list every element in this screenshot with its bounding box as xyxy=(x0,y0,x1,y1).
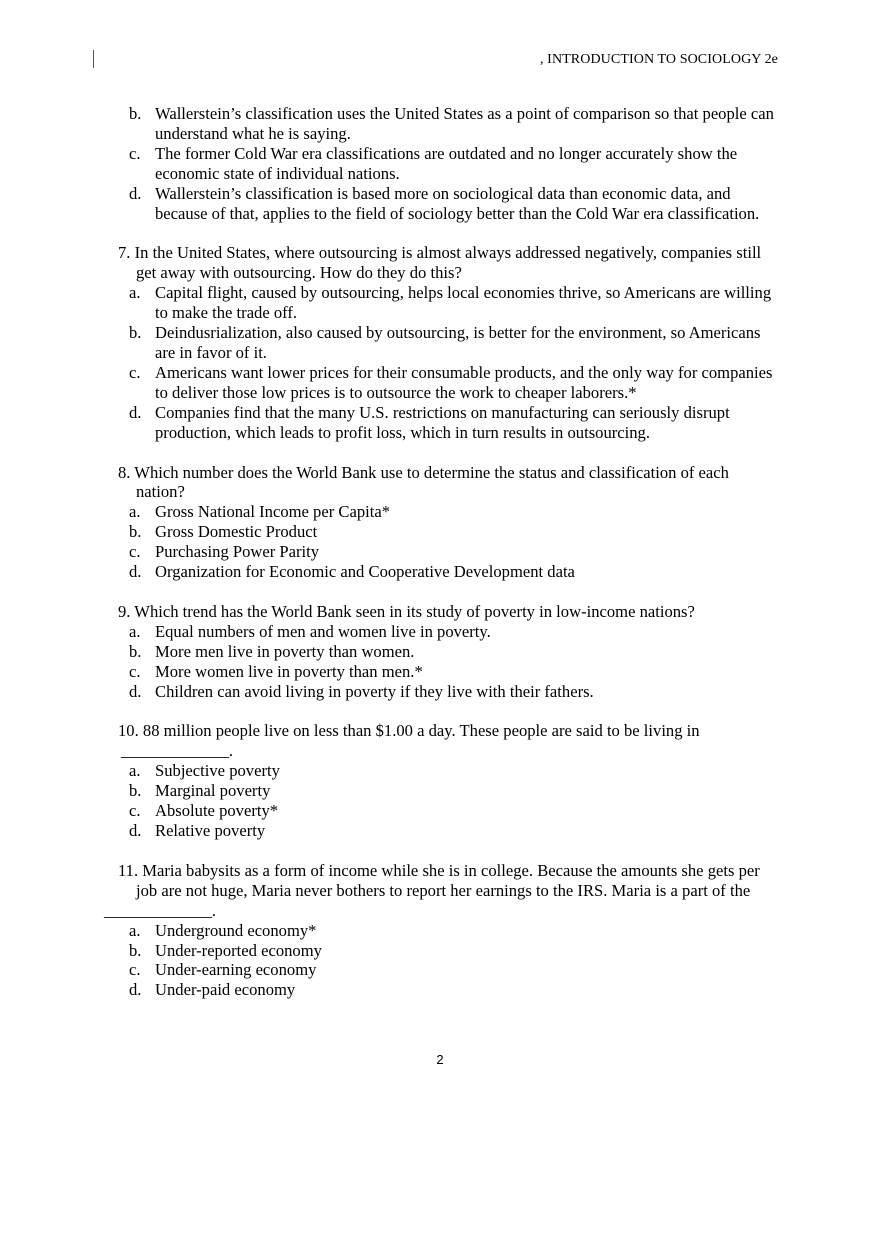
option-a: a. Subjective poverty xyxy=(129,761,280,781)
question-stem: 10. 88 million people live on less than $1.00 a day. These people are said to be living in xyxy=(118,721,700,741)
answer-blank: _____________. xyxy=(104,900,217,920)
option-b: b. Gross Domestic Product xyxy=(129,522,318,542)
option-d: d. Companies find that the many U.S. restrictions on manufacturing can seriously disrupt production, which leads to profit loss, which in turn results in outsourcing. xyxy=(129,402,730,442)
option-d: d. Under-paid economy xyxy=(129,980,296,1000)
page-content xyxy=(104,104,783,1000)
option-c: c. More women live in poverty than men.* xyxy=(129,661,423,681)
question-9 xyxy=(118,602,783,702)
option-c: c. Under-earning economy xyxy=(129,960,317,980)
option-c: c. Absolute poverty* xyxy=(129,801,279,821)
option-a: a. Underground economy* xyxy=(129,920,317,940)
question-stem: 11. Maria babysits as a form of income while she is in college. Because the amounts she gets per xyxy=(118,860,760,880)
text-cursor-marker xyxy=(93,50,94,68)
option-d: d. Organization for Economic and Cooperative Development data xyxy=(129,562,575,582)
question-8 xyxy=(118,463,783,582)
question-11 xyxy=(104,860,783,1000)
option-c: c. Americans want lower prices for their consumable products, and the only way for companies to deliver those low prices is to outsource the work to cheaper laborers.* xyxy=(129,362,773,402)
question-7 xyxy=(118,243,783,442)
question-stem: 9. Which trend has the World Bank seen in its study of poverty in low-income nations? xyxy=(118,601,695,621)
option-b: b. Wallerstein’s classification uses the United States as a point of comparison so that people can understand what he is saying. xyxy=(129,104,774,143)
option-d: d. Wallerstein’s classification is based more on sociological data than economic data, and because of that, applies to the field of sociology better than the Cold War era classification. xyxy=(129,183,760,223)
page-header: , INTRODUCTION TO SOCIOLOGY 2e xyxy=(539,52,778,67)
question-stem: 8. Which number does the World Bank use to determine the status and classification of each xyxy=(118,462,729,482)
option-a: a. Equal numbers of men and women live in poverty. xyxy=(129,621,491,641)
option-b: b. Under-reported economy xyxy=(129,940,322,960)
carryover-options xyxy=(118,104,783,223)
answer-blank: _____________. xyxy=(121,741,234,761)
page-number: 2 xyxy=(436,1052,444,1067)
question-10 xyxy=(118,721,783,840)
option-b: b. Marginal poverty xyxy=(129,781,271,801)
option-d: d. Relative poverty xyxy=(129,821,266,840)
question-stem-cont: nation? xyxy=(136,482,185,502)
option-d: d. Children can avoid living in poverty if they live with their fathers. xyxy=(129,681,594,701)
option-a: a. Gross National Income per Capita* xyxy=(129,502,391,522)
option-b: b. Deindusrialization, also caused by outsourcing, is better for the environment, so Americans are in favor of it. xyxy=(129,323,761,362)
option-a: a. Capital flight, caused by outsourcing, helps local economies thrive, so Americans are willing to make the trade off. xyxy=(129,283,772,323)
question-stem-cont: get away with outsourcing. How do they do this? xyxy=(136,263,462,283)
option-b: b. More men live in poverty than women. xyxy=(129,641,415,661)
option-c: c. The former Cold War era classifications are outdated and no longer accurately show the economic state of individual nations. xyxy=(129,143,738,183)
question-stem-cont: job are not huge, Maria never bothers to report her earnings to the IRS. Maria is a part of the xyxy=(136,880,751,900)
question-stem: 7. In the United States, where outsourcing is almost always addressed negatively, companies still xyxy=(118,243,762,263)
option-c: c. Purchasing Power Parity xyxy=(129,542,320,562)
